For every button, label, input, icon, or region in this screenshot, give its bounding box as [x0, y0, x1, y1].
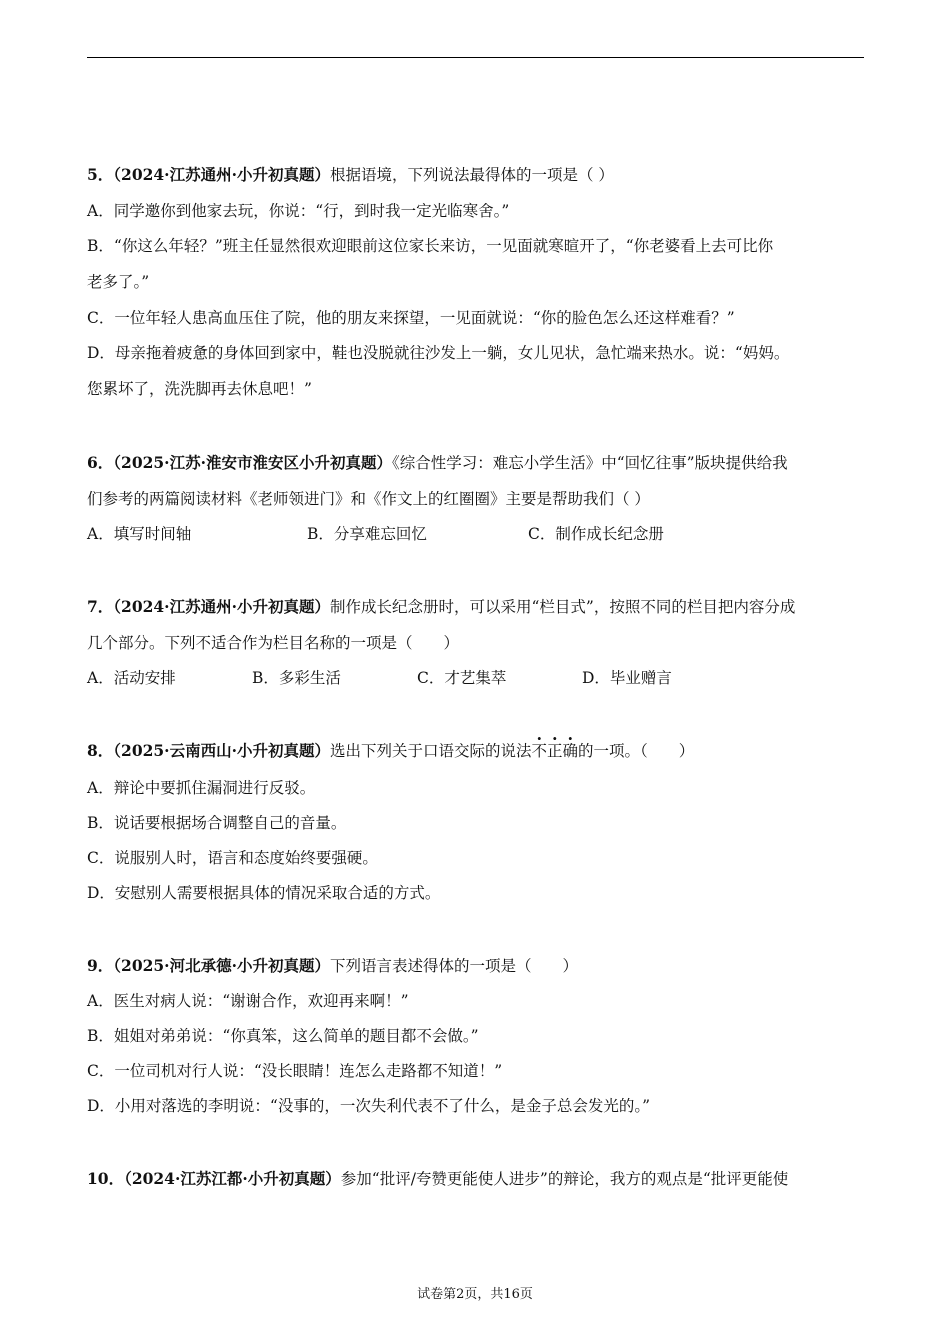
emphasis-char: 确 [562, 742, 579, 760]
question-9-option-c: C．一位司机对行人说：“没长眼睛！连怎么走路都不知道！” [87, 1062, 503, 1080]
question-6-option-c: C．制作成长纪念册 [528, 525, 664, 543]
question-source: （2024·江苏江都·小升初真题） [124, 1169, 341, 1188]
question-8-option-a: A．辩论中要抓住漏洞进行反驳。 [87, 779, 316, 797]
question-7-stem-line2: 几个部分。下列不适合作为栏目名称的一项是（ ） [87, 634, 460, 652]
question-text: 选出下列关于口语交际的说法 [329, 742, 532, 760]
question-6-options [87, 524, 864, 544]
question-7-option-d: D．毕业赠言 [582, 669, 672, 687]
question-8-stem [87, 741, 864, 761]
question-source: （2024·江苏通州·小升初真题） [113, 597, 330, 616]
question-7-option-c: C．才艺集萃 [417, 669, 507, 687]
question-5-stem [87, 165, 864, 185]
question-6-option-b: B．分享难忘回忆 [307, 525, 427, 543]
question-text: 根据语境，下列说法最得体的一项是（ ） [329, 166, 614, 184]
question-source: （2024·江苏通州·小升初真题） [113, 165, 330, 184]
question-source: （2025·江苏·淮安市淮安区小升初真题） [113, 453, 392, 472]
question-text: 下列语言表述得体的一项是（ ） [329, 957, 578, 975]
question-9-option-b: B．姐姐对弟弟说：“你真笨，这么简单的题目都不会做。” [87, 1027, 479, 1045]
question-7-option-b: B．多彩生活 [252, 669, 341, 687]
question-5-option-a: A．同学邀你到他家去玩，你说：“行，到时我一定光临寒舍。” [87, 202, 510, 220]
question-7-option-a: A．活动安排 [87, 669, 176, 687]
question-text: 《综合性学习：难忘小学生活》中“回忆往事”版块提供给我 [391, 454, 788, 472]
emphasis-char: 正 [547, 742, 563, 760]
question-7-options [87, 668, 864, 688]
question-6-stem-line2: 们参考的两篇阅读材料《老师领进门》和《作文上的红圈圈》主要是帮助我们（ ） [87, 490, 650, 508]
question-10-stem-line1 [87, 1169, 864, 1189]
question-5-option-d-line1: D．母亲拖着疲惫的身体回到家中，鞋也没脱就往沙发上一躺，女儿见状，急忙端来热水。说：“妈妈。 [87, 344, 790, 362]
question-number: 8． [87, 741, 114, 760]
question-text: 制作成长纪念册时，可以采用“栏目式”，按照不同的栏目把内容分成 [329, 598, 796, 616]
question-6-option-a: A．填写时间轴 [87, 525, 192, 543]
question-9-stem [87, 956, 864, 976]
question-8-option-b: B．说话要根据场合调整自己的音量。 [87, 814, 347, 832]
question-number: 9． [87, 956, 114, 975]
question-5-option-c: C．一位年轻人患高血压住了院，他的朋友来探望，一见面就说：“你的脸色怎么还这样难看？” [87, 309, 735, 327]
question-5-option-b-line2: 老多了。” [87, 273, 150, 291]
question-7-stem-line1 [87, 597, 864, 617]
question-8-option-c: C．说服别人时，语言和态度始终要强硬。 [87, 849, 378, 867]
question-text: 参加“批评/夸赞更能使人进步”的辩论，我方的观点是“批评更能使 [340, 1170, 789, 1188]
page-footer: 试卷第2页，共16页 [417, 1287, 533, 1302]
header-rule [87, 57, 864, 58]
question-8-option-d: D．安慰别人需要根据具体的情况采取合适的方式。 [87, 884, 441, 902]
question-number: 5． [87, 165, 114, 184]
question-number: 6． [87, 453, 114, 472]
question-source: （2025·河北承德·小升初真题） [113, 956, 330, 975]
question-number: 10． [87, 1169, 125, 1188]
question-5-option-d-line2: 您累坏了，洗洗脚再去休息吧！” [87, 380, 312, 398]
emphasis-char: 不 [531, 742, 548, 760]
question-source: （2025·云南西山·小升初真题） [113, 741, 330, 760]
question-number: 7． [87, 597, 114, 616]
question-text-tail: 的一项。（ ） [578, 742, 695, 760]
question-9-option-d: D．小用对落选的李明说：“没事的，一次失利代表不了什么，是金子总会发光的。” [87, 1097, 651, 1115]
question-6-stem-line1 [87, 453, 864, 473]
question-5-option-b-line1: B．“你这么年轻？”班主任显然很欢迎眼前这位家长来访，一见面就寒暄开了，“你老婆看上去可比你 [87, 237, 774, 255]
question-9-option-a: A．医生对病人说：“谢谢合作，欢迎再来啊！” [87, 992, 409, 1010]
